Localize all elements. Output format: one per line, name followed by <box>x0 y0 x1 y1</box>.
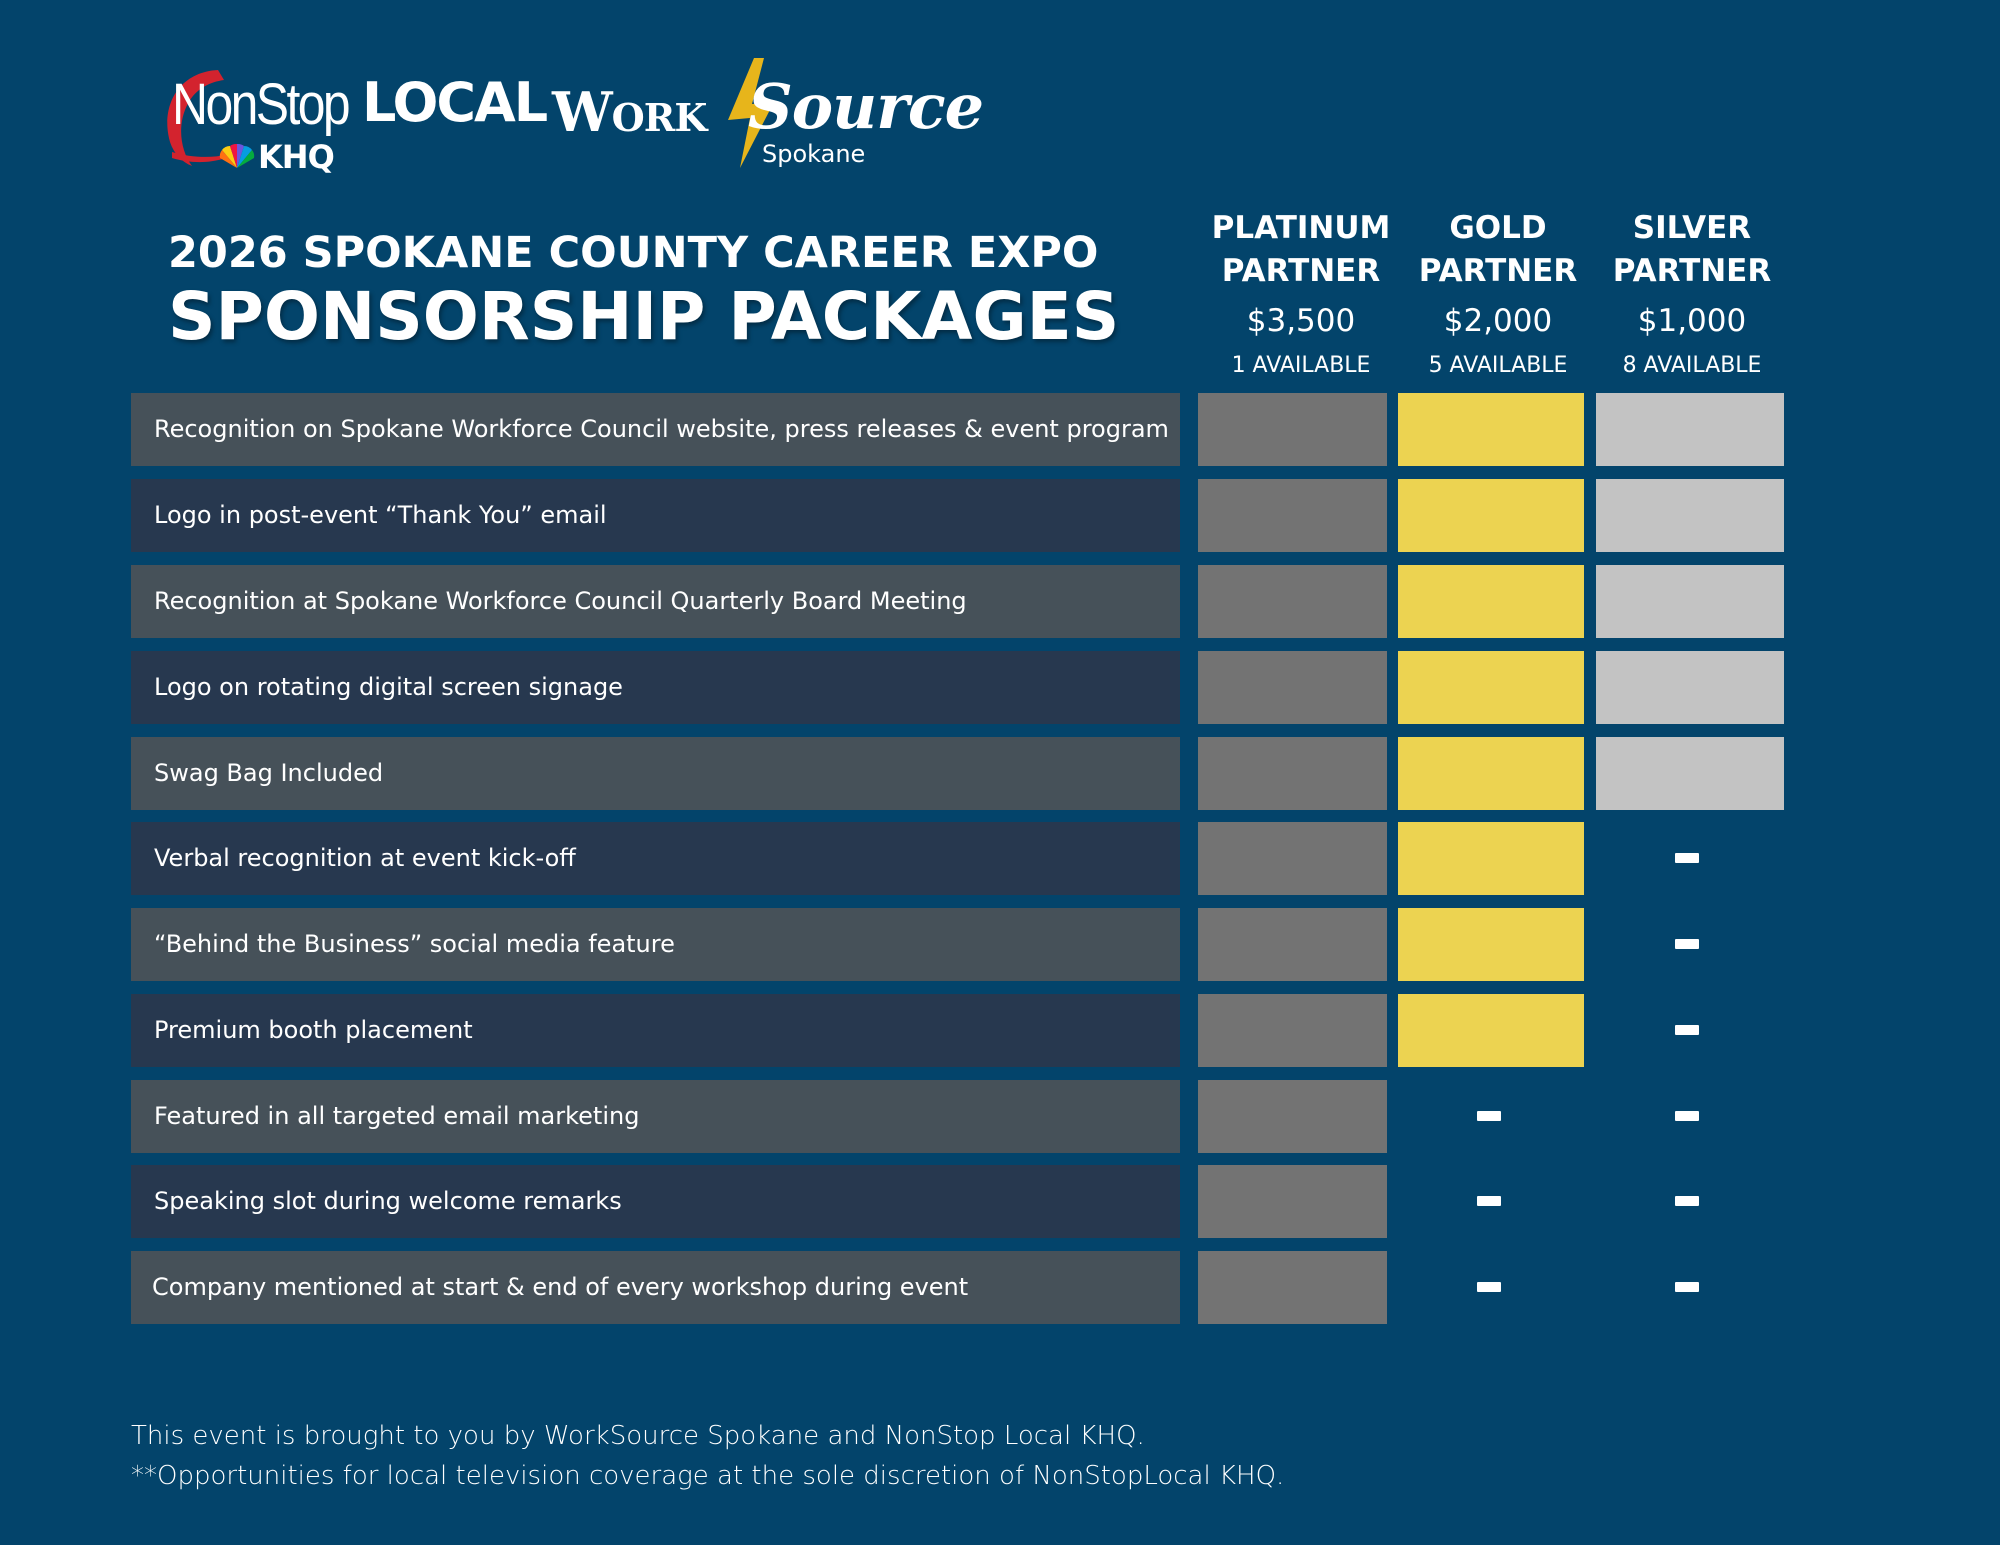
event-subtitle: 2026 SPOKANE COUNTY CAREER EXPO <box>168 228 1099 278</box>
included-gold-cell <box>1398 651 1584 724</box>
tier-name-line2: PARTNER <box>1418 253 1578 289</box>
included-silver-cell <box>1596 479 1784 552</box>
benefit-label: Company mentioned at start & end of every workshop during event <box>152 1273 969 1301</box>
included-silver-cell <box>1596 393 1784 466</box>
logo-khq-text: KHQ <box>258 138 334 176</box>
tier-price: $3,500 <box>1246 303 1356 339</box>
included-silver-cell <box>1596 565 1784 638</box>
not-included-dash-icon <box>1477 1111 1501 1121</box>
benefit-row <box>131 737 1180 810</box>
benefit-row <box>131 1080 1180 1153</box>
benefit-row <box>131 651 1180 724</box>
tier-availability: 5 AVAILABLE <box>1428 353 1568 378</box>
footer-note: This event is brought to you by WorkSource Spokane and NonStop Local KHQ. <box>131 1421 1145 1451</box>
included-silver-cell <box>1596 737 1784 810</box>
included-platinum-cell <box>1198 1251 1387 1324</box>
benefit-label: Speaking slot during welcome remarks <box>154 1187 622 1215</box>
included-platinum-cell <box>1198 651 1387 724</box>
benefit-label: Recognition on Spokane Workforce Council website, press releases & event program <box>154 415 1169 443</box>
benefit-label: Verbal recognition at event kick-off <box>154 844 576 872</box>
included-platinum-cell <box>1198 479 1387 552</box>
included-gold-cell <box>1398 737 1584 810</box>
tier-header-silver <box>1594 207 1790 378</box>
benefit-label: Premium booth placement <box>154 1016 473 1044</box>
benefit-row <box>131 1165 1180 1238</box>
included-platinum-cell <box>1198 1080 1387 1153</box>
benefit-row <box>131 1251 1180 1324</box>
benefit-row <box>131 565 1180 638</box>
included-gold-cell <box>1398 908 1584 981</box>
not-included-dash-icon <box>1675 1282 1699 1292</box>
tier-name-line1: PLATINUM <box>1211 210 1391 246</box>
included-platinum-cell <box>1198 1165 1387 1238</box>
not-included-dash-icon <box>1477 1282 1501 1292</box>
benefit-row <box>131 994 1180 1067</box>
tier-name-line1: GOLD <box>1449 210 1547 246</box>
included-platinum-cell <box>1198 994 1387 1067</box>
included-platinum-cell <box>1198 393 1387 466</box>
benefit-label: Logo on rotating digital screen signage <box>154 673 623 701</box>
logo-nonstop-text: NonStop <box>172 72 349 137</box>
tier-availability: 1 AVAILABLE <box>1231 353 1371 378</box>
logo-spokane-text: Spokane <box>762 140 866 168</box>
included-silver-cell <box>1596 651 1784 724</box>
logo-local-text: LOCAL <box>362 71 547 134</box>
worksource-spokane-logo <box>552 58 984 168</box>
not-included-dash-icon <box>1675 1196 1699 1206</box>
tier-availability: 8 AVAILABLE <box>1622 353 1762 378</box>
nonstop-local-khq-logo <box>158 62 547 176</box>
benefit-label: Logo in post-event “Thank You” email <box>154 501 607 529</box>
footer-disclaimer: **Opportunities for local television coverage at the sole discretion of NonStopLocal KHQ. <box>131 1461 1285 1491</box>
not-included-dash-icon <box>1675 939 1699 949</box>
included-platinum-cell <box>1198 822 1387 895</box>
included-gold-cell <box>1398 565 1584 638</box>
included-gold-cell <box>1398 393 1584 466</box>
tier-header-gold <box>1400 207 1596 378</box>
benefit-row <box>131 822 1180 895</box>
tier-name-line2: PARTNER <box>1612 253 1772 289</box>
included-platinum-cell <box>1198 737 1387 810</box>
benefit-label: Featured in all targeted email marketing <box>154 1102 640 1130</box>
not-included-dash-icon <box>1675 1025 1699 1035</box>
not-included-dash-icon <box>1675 1111 1699 1121</box>
tier-price: $2,000 <box>1443 303 1553 339</box>
benefit-row <box>131 479 1180 552</box>
tier-name-line1: SILVER <box>1632 210 1752 246</box>
benefit-label: Recognition at Spokane Workforce Council Quarterly Board Meeting <box>154 587 967 615</box>
included-gold-cell <box>1398 479 1584 552</box>
not-included-dash-icon <box>1477 1196 1501 1206</box>
benefit-label: Swag Bag Included <box>154 759 384 787</box>
tier-price: $1,000 <box>1637 303 1747 339</box>
logo-work-text: Work <box>552 80 707 144</box>
peacock-icon <box>218 142 256 170</box>
benefit-row <box>131 908 1180 981</box>
included-gold-cell <box>1398 822 1584 895</box>
included-platinum-cell <box>1198 908 1387 981</box>
included-gold-cell <box>1398 994 1584 1067</box>
logo-source-text: Source <box>748 70 984 143</box>
not-included-dash-icon <box>1675 853 1699 863</box>
benefit-row <box>131 393 1180 466</box>
tier-name-line2: PARTNER <box>1221 253 1381 289</box>
page-title: SPONSORSHIP PACKAGES <box>168 278 1120 355</box>
included-platinum-cell <box>1198 565 1387 638</box>
tier-header-platinum <box>1203 207 1399 378</box>
benefit-label: “Behind the Business” social media feature <box>154 930 675 958</box>
